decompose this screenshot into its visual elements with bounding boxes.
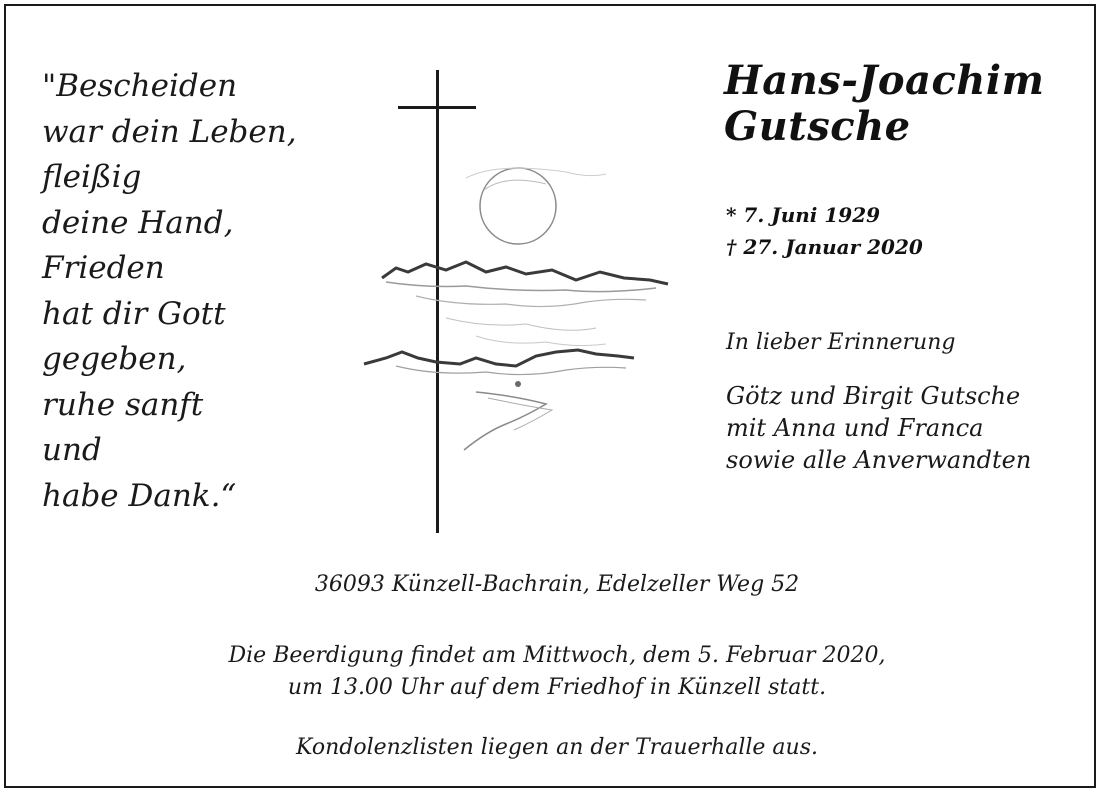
obituary-card	[4, 4, 1096, 788]
last-name: Gutsche	[724, 103, 911, 150]
mourner-line: sowie alle Anverwandten	[726, 446, 1032, 474]
mourners-list	[726, 380, 1086, 476]
poem	[42, 64, 342, 519]
poem-line: hat dir Gott	[42, 295, 226, 332]
poem-line: fleißig	[42, 159, 142, 195]
first-name: Hans-Joachim	[724, 57, 1045, 104]
death-date: † 27. Januar 2020	[726, 235, 923, 259]
cross-icon	[398, 70, 476, 533]
birth-date: * 7. Juni 1929	[726, 203, 881, 227]
condolence-note: Kondolenzlisten liegen an der Trauerhalle aus.	[296, 735, 818, 760]
mourner-line: mit Anna und Franca	[726, 414, 984, 442]
mountain-range-far	[382, 262, 668, 346]
funeral-line: um 13.00 Uhr auf dem Friedhof in Künzell statt.	[287, 675, 827, 700]
memory-intro: In lieber Erinnerung	[726, 330, 956, 355]
poem-line: und	[42, 432, 102, 468]
sun-icon	[466, 168, 606, 244]
life-dates	[726, 199, 1066, 263]
mountain-range-near	[364, 350, 634, 375]
mourner-line: Götz und Birgit Gutsche	[726, 382, 1021, 410]
poem-line: gegeben,	[42, 341, 187, 377]
poem-line: "Bescheiden	[42, 68, 238, 104]
poem-line: deine Hand,	[42, 204, 234, 241]
poem-line: ruhe sanft	[42, 386, 204, 423]
landscape-sketch	[356, 66, 676, 536]
poem-line: Frieden	[42, 250, 165, 286]
river-path	[464, 381, 552, 450]
address: 36093 Künzell-Bachrain, Edelzeller Weg 52	[314, 572, 800, 597]
funeral-line: Die Beerdigung findet am Mittwoch, dem 5. Februar 2020,	[228, 643, 886, 668]
deceased-name	[724, 58, 1084, 150]
poem-line: habe Dank.“	[42, 477, 237, 514]
poem-line: war dein Leben,	[42, 113, 297, 150]
funeral-info	[6, 640, 1102, 704]
